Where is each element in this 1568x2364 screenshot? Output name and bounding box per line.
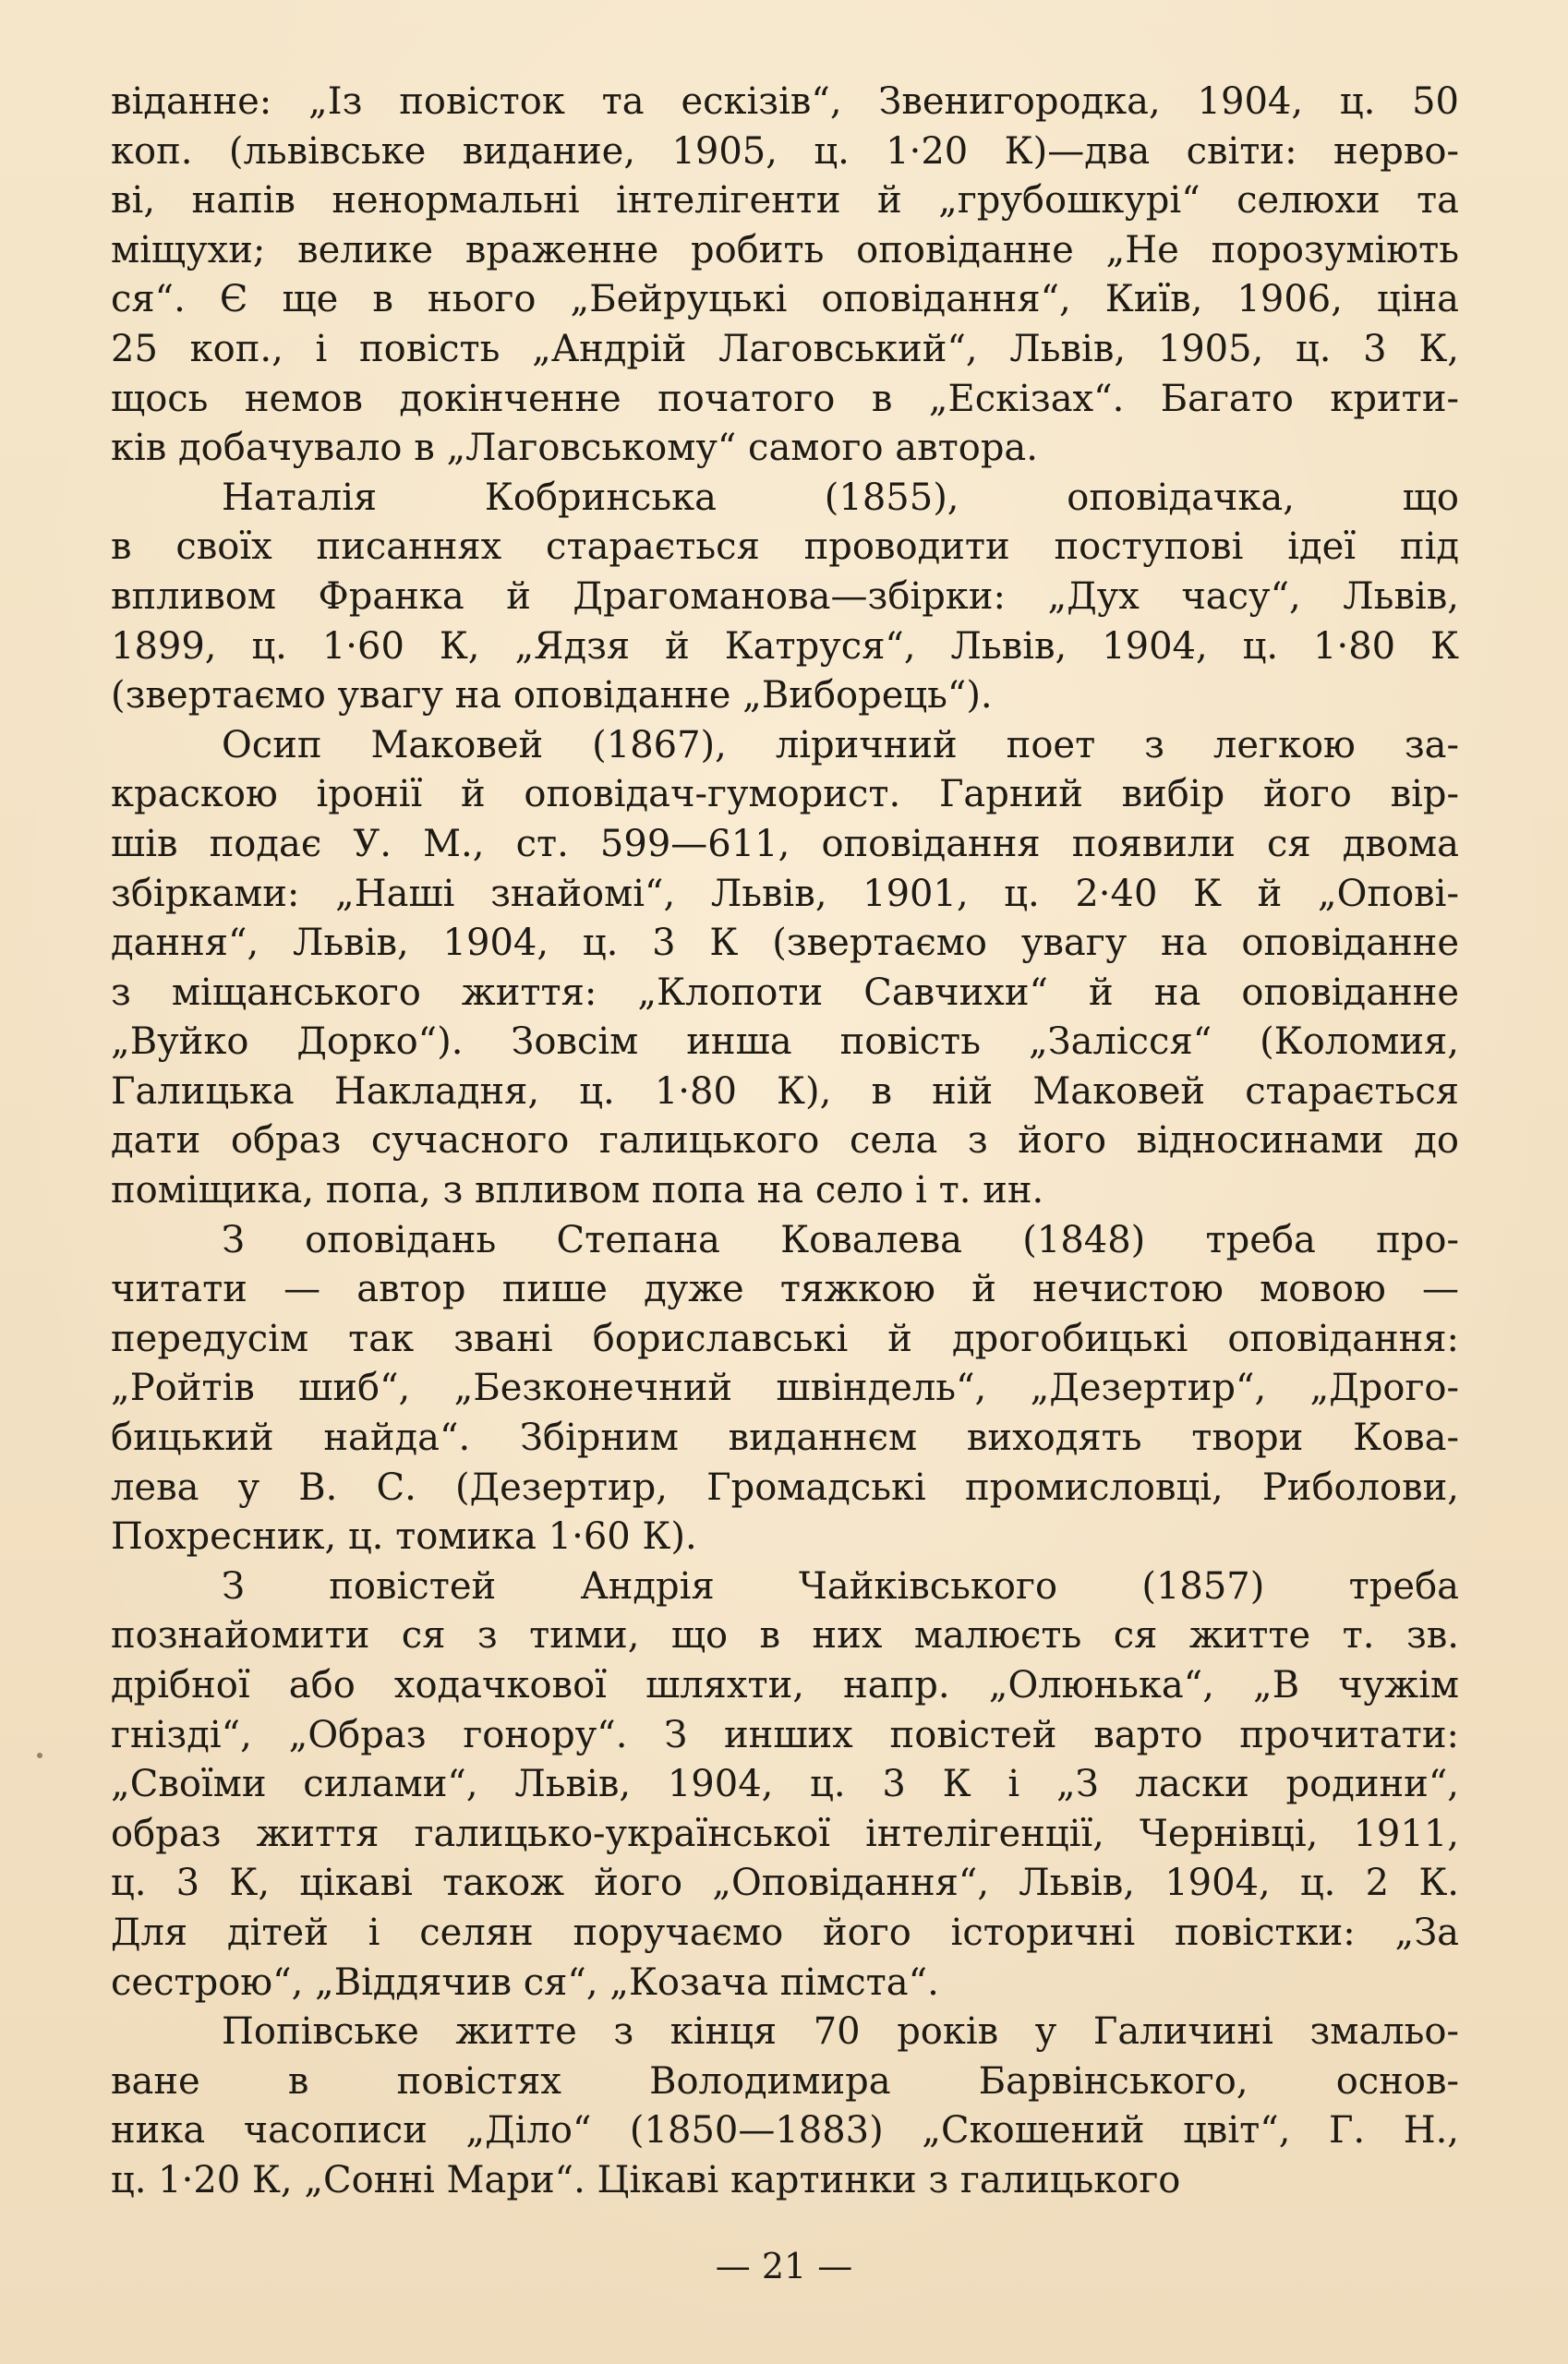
text-line: коп. (львівське видание, 1905, ц. 1·20 К)—два світи: нерво- <box>111 129 1459 173</box>
text-line: „Ройтів шиб“, „Безконечний швіндель“, „Дезертир“, „Дрого- <box>111 1367 1459 1410</box>
text-line: З повістей Андрія Чайківського (1857) треба <box>222 1564 1459 1608</box>
text-line: Осип Маковей (1867), ліричний поет з легкою за- <box>222 723 1459 766</box>
text-line: читати — автор пише дуже тяжкою й нечистою мовою — <box>111 1268 1459 1311</box>
page-number: — 21 — <box>715 2246 853 2286</box>
text-line: краскою іронії й оповідач-гуморист. Гарний вибір його вір- <box>111 773 1459 816</box>
text-line: „Своїми силами“, Львів, 1904, ц. 3 К і „З ласки родини“, <box>111 1763 1459 1806</box>
text-line: дати образ сучасного галицького села з його відносинами до <box>111 1119 1459 1163</box>
text-line: бицький найда“. Збірним виданнєм виходять твори Кова- <box>111 1417 1459 1460</box>
text-line: Наталія Кобринська (1855), оповідачка, що <box>222 476 1459 519</box>
text-line: З оповідань Степана Ковалева (1848) треба про- <box>222 1218 1459 1261</box>
text-line: образ життя галицько-української інтелігенції, Чернівці, 1911, <box>111 1812 1459 1855</box>
paragraph <box>111 78 1459 474</box>
text-line: Галицька Накладня, ц. 1·80 К), в ній Маковей старається <box>111 1069 1459 1113</box>
text-line: з міщанського життя: „Клопоти Савчихи“ й на оповіданне <box>111 971 1459 1014</box>
text-line: ків добачувало в „Лаговському“ самого автора. <box>111 427 1038 470</box>
text-line: дрібної або ходачкової шляхти, напр. „Олюнька“, „В чужім <box>111 1664 1459 1707</box>
text-line: ника часописи „Діло“ (1850—1883) „Скошений цвіт“, Г. Н., <box>111 2109 1459 2153</box>
text-line: познайомити ся з тими, що в них малюєть ся житте т. зв. <box>111 1614 1459 1658</box>
text-line: Похресник, ц. томика 1·60 К). <box>111 1515 697 1559</box>
text-line: щось немов докінченне початого в „Ескізах“. Багато крити- <box>111 377 1459 420</box>
paragraph <box>111 1216 1459 1562</box>
text-line: збірками: „Наші знайомі“, Львів, 1901, ц. 2·40 К й „Опові- <box>111 872 1459 915</box>
ink-speck <box>37 1753 42 1758</box>
text-line: 25 коп., і повість „Андрій Лаговський“, Львів, 1905, ц. 3 К, <box>111 327 1459 370</box>
paragraph <box>111 721 1459 1216</box>
text-line: Для дітей і селян поручаємо його історичні повістки: „За <box>111 1911 1459 1954</box>
text-line: віданне: „Із повісток та ескізів“, Звенигородка, 1904, ц. 50 <box>111 80 1459 123</box>
text-line: впливом Франка й Драгоманова—збірки: „Дух часу“, Львів, <box>111 574 1459 618</box>
text-line: „Вуйко Дорко“). Зовсім инша повість „Залісся“ (Коломия, <box>111 1020 1459 1064</box>
text-line: передусім так звані бориславські й дрогобицькі оповідання: <box>111 1317 1459 1360</box>
text-line: ся“. Є ще в нього „Бейруцькі оповідання“, Київ, 1906, ціна <box>111 278 1459 321</box>
text-line: ві, напів ненормальні інтелігенти й „грубошкурі“ селюхи та <box>111 179 1459 223</box>
text-line: 1899, ц. 1·60 К, „Ядзя й Катруся“, Львів, 1904, ц. 1·80 К <box>111 624 1459 668</box>
text-line: (звертаємо увагу на оповіданне „Виборець“). <box>111 674 993 718</box>
text-line: ц. 1·20 К, „Сонні Мари“. Цікаві картинки з галицького <box>111 2158 1181 2201</box>
text-line: поміщика, попа, з впливом попа на село і т. ин. <box>111 1169 1044 1212</box>
text-line: шів подає У. М., ст. 599—611, оповідання появили ся двома <box>111 822 1459 865</box>
body-text <box>111 78 1459 2206</box>
text-line: в своїх писаннях старається проводити поступові ідеї під <box>111 525 1459 569</box>
paragraph <box>111 474 1459 721</box>
paragraph <box>111 1562 1459 2008</box>
text-line: ване в повістях Володимира Барвінського, основ- <box>111 2059 1459 2103</box>
text-line: сестрою“, „Віддячив ся“, „Козача пімста“. <box>111 1960 939 2004</box>
text-line: Попівське житте з кінця 70 років у Галичині змальо- <box>222 2010 1459 2054</box>
paragraph <box>111 2008 1459 2205</box>
text-line: гнізді“, „Образ гонору“. З инших повістей варто прочитати: <box>111 1713 1459 1756</box>
text-line: міщухи; велике враженне робить оповіданне „Не порозуміють <box>111 228 1459 271</box>
text-line: лева у В. С. (Дезертир, Громадські промисловці, Риболови, <box>111 1465 1459 1509</box>
text-line: ц. 3 К, цікаві також його „Оповідання“, Львів, 1904, ц. 2 К. <box>111 1862 1459 1905</box>
text-line: дання“, Львів, 1904, ц. 3 К (звертаємо увагу на оповіданне <box>111 922 1459 965</box>
